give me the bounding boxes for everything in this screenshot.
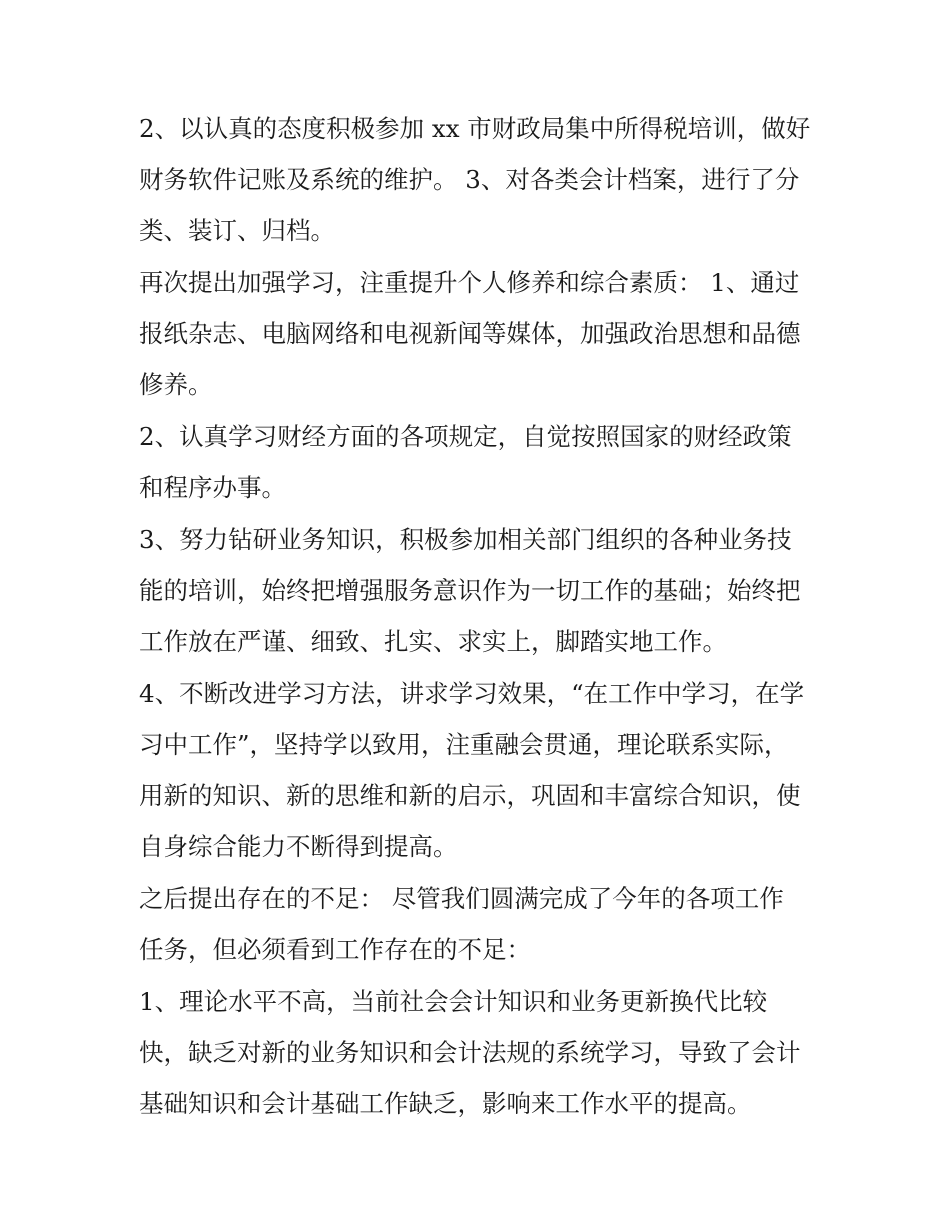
paragraph-shortcomings-intro <box>139 873 819 975</box>
text-line: 习中工作”，坚持学以致用，注重融会贯通，理论联系实际， <box>139 730 789 759</box>
text-line: 和程序办事。 <box>139 473 286 502</box>
text-line: 2、以认真的态度积极参加 xx 市财政局集中所得税培训，做好 <box>139 114 811 143</box>
text-line: 4、不断改进学习方法，讲求学习效果，“在工作中学习，在学 <box>139 679 805 708</box>
paragraph-tax-training <box>139 103 819 256</box>
text-line: 自身综合能力不断得到提高。 <box>139 832 458 861</box>
text-line: 财务软件记账及系统的维护。 3、对各类会计档案，进行了分 <box>139 165 800 194</box>
text-line: 能的培训，始终把增强服务意识作为一切工作的基础；始终把 <box>139 576 801 605</box>
text-line: 类、装订、归档。 <box>139 216 335 245</box>
text-line: 再次提出加强学习，注重提升个人修养和综合素质： 1、通过 <box>139 268 800 297</box>
text-line: 工作放在严谨、细致、扎实、求实上，脚踏实地工作。 <box>139 627 727 656</box>
text-line: 修养。 <box>139 370 213 399</box>
text-line: 快，缺乏对新的业务知识和会计法规的系统学习，导致了会计 <box>139 1038 801 1067</box>
paragraph-strengthen-study <box>139 257 819 410</box>
text-line: 2、认真学习财经方面的各项规定，自觉按照国家的财经政策 <box>139 422 792 451</box>
text-line: 用新的知识、新的思维和新的启示，巩固和丰富综合知识，使 <box>139 781 801 810</box>
paragraph-study-methods <box>139 668 819 872</box>
text-line: 1、理论水平不高，当前社会会计知识和业务更新换代比较 <box>139 987 768 1016</box>
text-line: 基础知识和会计基础工作缺乏，影响来工作水平的提高。 <box>139 1089 752 1118</box>
text-line: 3、努力钻研业务知识，积极参加相关部门组织的各种业务技 <box>139 525 792 554</box>
text-line: 任务，但必须看到工作存在的不足： <box>139 935 531 964</box>
paragraph-regulations <box>139 411 819 513</box>
text-line: 之后提出存在的不足： 尽管我们圆满完成了今年的各项工作 <box>139 884 784 913</box>
document-body <box>139 103 819 1130</box>
paragraph-theory-level <box>139 976 819 1129</box>
text-line: 报纸杂志、电脑网络和电视新闻等媒体，加强政治思想和品德 <box>139 319 801 348</box>
paragraph-business-knowledge <box>139 514 819 667</box>
